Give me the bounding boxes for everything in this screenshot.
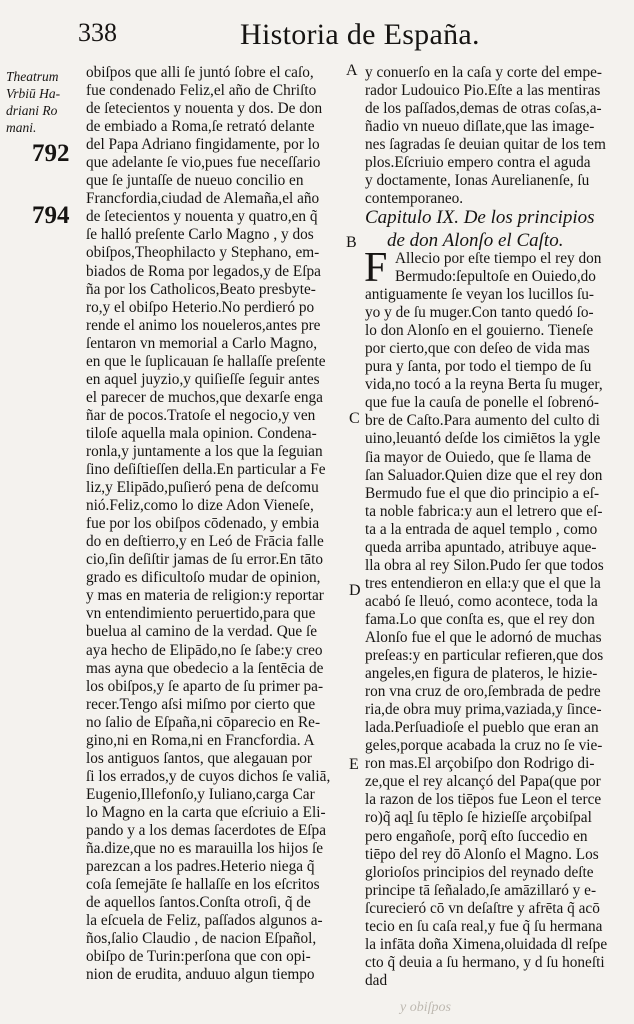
text-line: ſe halló preſente Carlo Magno , y dos bbox=[86, 226, 314, 244]
text-line: los obiſpos,y ſe aparto de ſu primer pa- bbox=[86, 677, 324, 695]
text-line: no ſalio de Eſpaña,ni cōparecio en Re- bbox=[86, 713, 321, 731]
text-line: tecio en ſu caſa real,y fue q̃ ſu hermana bbox=[365, 917, 603, 935]
text-line: fama.Lo que conſta es, que el rey don bbox=[365, 610, 595, 628]
text-line: ña.dize,que no es marauilla los hijos ſe bbox=[86, 840, 324, 858]
text-line: parezcan a los padres.Heterio niega q̃ bbox=[86, 858, 315, 876]
text-line: de ſetecientos y nouenta y quatro,en q̃ bbox=[86, 208, 318, 226]
text-line: la eſcuela de Feliz, paſſados algunos a- bbox=[86, 912, 323, 930]
text-line: nes ſagradas ſe deuian quitar de los tem bbox=[365, 136, 606, 154]
text-line: ſentaron vn memorial a Carlo Magno, bbox=[86, 334, 318, 352]
chapter-title bbox=[365, 206, 615, 252]
text-line: rende el animo los noueleros,antes pre bbox=[86, 316, 321, 334]
text-line: ria,de obra muy prima,vaziada,y ſince- bbox=[365, 701, 602, 719]
text-line: obiſpos,Theophilacto y Stephano, em- bbox=[86, 244, 320, 262]
text-line: liz,y Elipādo,puſieró pena de deſcomu bbox=[86, 479, 319, 497]
text-line: pando y a los demas ſacerdotes de Eſpa bbox=[86, 821, 326, 839]
text-line: ſcurecieró cō vn deſaſtre y afrēta q̃ acō bbox=[365, 899, 600, 917]
text-line: glorioſos principios del reynado deſte bbox=[365, 863, 594, 881]
text-line: dad bbox=[365, 971, 388, 989]
dropcap: F bbox=[364, 245, 388, 291]
left-column-text bbox=[86, 64, 348, 984]
text-line: nion de erudita, anduuo algun tiempo bbox=[86, 966, 315, 984]
text-line: ñadio vn nueuo diſlate,que las image- bbox=[365, 118, 595, 136]
text-line: ro,y el obiſpo Heterio.No perdieró po bbox=[86, 298, 315, 316]
text-line: de ſetecientos y nouenta y dos. De don bbox=[86, 100, 323, 118]
text-line: geles,porque acabada la cruz no ſe vie- bbox=[365, 737, 603, 755]
text-line: Bermudo fue el que dio principio a eſ- bbox=[365, 484, 600, 502]
text-line: en que le ſuplicauan ſe hallaſſe preſente bbox=[86, 352, 326, 370]
text-line: ron vna cruz de oro,ſembrada de pedre bbox=[365, 683, 601, 701]
section-letter-a: A bbox=[346, 62, 358, 79]
section-letter-d: D bbox=[349, 582, 361, 599]
text-line: y doctamente, Ionas Aurelianenſe, ſu bbox=[365, 172, 590, 190]
text-line: ſino deſiſtieſſen della.En particular a Fe bbox=[86, 461, 326, 479]
margin-note-line: Theatrum bbox=[6, 69, 59, 84]
text-line: coſa ſemejāte ſe hallaſſe en los eſcritos bbox=[86, 876, 320, 894]
text-line: ñar de pocos.Tratoſe el negocio,y ven bbox=[86, 406, 316, 424]
text-line: y conuerſo en la caſa y corte del empe- bbox=[365, 64, 602, 81]
text-line: recer.Tengo aſsi miſmo por cierto que bbox=[86, 695, 316, 713]
margin-note bbox=[6, 68, 82, 136]
text-line: Alonſo fue el que le adornó de muchas bbox=[365, 628, 602, 646]
text-line: pura y ſanta, por todo el tiempo de ſu bbox=[365, 358, 592, 376]
text-line: aya hecho de Elipādo,no ſe ſabe:y creo bbox=[86, 641, 323, 659]
text-line: yo y de ſu muger.Con tanto quedó ſo- bbox=[365, 304, 594, 322]
text-line: angeles,en figura de plateros, le hizie- bbox=[365, 665, 598, 683]
text-line: plos.Eſcriuio empero contra el aguda bbox=[365, 154, 591, 172]
section-letter-c: C bbox=[349, 410, 360, 427]
right-column-text-body bbox=[364, 245, 612, 990]
text-line: principe tā ſeñalado,ſe amāzillaró y e- bbox=[365, 881, 597, 899]
text-line: el parecer de muchos,que dexarſe enga bbox=[86, 388, 323, 406]
text-line: bre de Caſto.Para aumento del culto di bbox=[365, 412, 600, 430]
text-line: nió.Feliz,como lo dize Adon Vieneſe, bbox=[86, 497, 314, 515]
chapter-title-line: Capitulo IX. De los principios bbox=[365, 207, 595, 228]
text-line: de los paſſados,demas de otras coſas,a- bbox=[365, 100, 602, 118]
margin-year-794: 794 bbox=[32, 202, 70, 229]
text-line: grado es dificultoſo mudar de opinion, bbox=[86, 569, 321, 587]
text-line: que fue la cauſa de ponelle el ſobrenó- bbox=[365, 394, 600, 412]
text-line: ſia mayor de Ouiedo, que ſe llama de bbox=[365, 448, 591, 466]
text-line: vida,no tocó a la reyna Berta ſu muger, bbox=[365, 376, 603, 394]
text-line: buelua al camino de la verdad. Que ſe bbox=[86, 623, 318, 641]
text-line: antiguamente ſe veyan los lucillos ſu- bbox=[365, 286, 594, 304]
text-line: ze,que el rey alcançó del Papa(que por bbox=[365, 773, 601, 791]
text-line: cto q̃ deuia a ſu hermano, y d ſu honeſti bbox=[365, 953, 605, 971]
text-line: Eugenio,Illefonſo,y Iuliano,carga Car bbox=[86, 785, 315, 803]
margin-note-line: mani. bbox=[6, 120, 37, 135]
text-line: de aquellos ſantos.Conſta otroſi, q̃ de bbox=[86, 894, 311, 912]
text-line: fue por los obiſpos cōdenado, y embia bbox=[86, 515, 320, 533]
text-line: ña por los Catholicos,Beato presbyte- bbox=[86, 280, 316, 298]
text-line: biados de Roma por legados,y de Eſpa bbox=[86, 262, 321, 280]
text-line: vn entendimiento peruertido,para que bbox=[86, 605, 316, 623]
text-line: fue condenado Feliz,el año de Chriſto bbox=[86, 82, 317, 100]
running-head: Historia de España. bbox=[240, 18, 480, 51]
section-letter-b: B bbox=[346, 234, 357, 251]
text-line: ños,ſalio Claudio , de nacion Eſpañol, bbox=[86, 930, 317, 948]
text-line: lada.Perſuadioſe el pueblo que eran an bbox=[365, 719, 599, 737]
text-line: tiēpo del rey dō Alonſo el Magno. Los bbox=[365, 845, 599, 863]
text-line: obiſpo de Turin:perſona que con opi- bbox=[86, 948, 311, 966]
text-line: cio,ſin deſiſtir jamas de ſu error.En tāto bbox=[86, 551, 324, 569]
text-line: en aquel juyzio,y quiſieſſe ſeguir antes bbox=[86, 370, 320, 388]
text-line: obiſpos que alli ſe juntó ſobre el caſo, bbox=[86, 64, 314, 81]
page-number: 338 bbox=[78, 18, 117, 47]
text-line: ſi los errados,y de cuyos dichos ſe valiā, bbox=[86, 767, 331, 785]
text-line: ta noble fabrica:y aun el letrero que eſ- bbox=[365, 502, 603, 520]
text-line: los antiguos ſantos, que alegauan por bbox=[86, 749, 313, 767]
text-line: uino,leuantó deſde los cimiētos la ygle bbox=[365, 430, 601, 448]
text-line: que adelante ſe vio,pues fue neceſſario bbox=[86, 154, 321, 172]
text-line: Allecio por eſte tiempo el rey don bbox=[395, 250, 602, 267]
text-line: que ſe juntaſſe de nueuo concilio en bbox=[86, 172, 304, 190]
text-line: do en deſtierro,y en Leó de Frācia falle bbox=[86, 533, 324, 551]
text-line: ta a la entrada de aquel templo , como bbox=[365, 520, 598, 538]
text-line: contemporaneo. bbox=[365, 190, 464, 208]
text-line: la razon de los tiēpos fue Leon el terce bbox=[365, 791, 602, 809]
text-line: de embiado a Roma,ſe retrató delante bbox=[86, 118, 315, 136]
margin-year-792: 792 bbox=[32, 140, 70, 167]
text-line: ro)q̃ aqḻ ſu tēplo ſe hizieſſe arçobiſpal bbox=[365, 809, 592, 827]
text-line: lla obra al rey Silon.Pudo ſer que todos bbox=[365, 556, 604, 574]
text-line: lo Magno en la carta que eſcriuio a Eli- bbox=[86, 803, 326, 821]
text-line: preſeas:y en particular refieren,que dos bbox=[365, 647, 604, 665]
text-line: queda arriba apuntado, atribuye aque- bbox=[365, 538, 597, 556]
text-line: ron mas.El arçobiſpo don Rodrigo di- bbox=[365, 755, 595, 773]
text-line: por cierto,que con deſeo de vida mas bbox=[365, 340, 590, 358]
text-line: Bermudo:ſepultoſe en Ouiedo,do bbox=[395, 268, 596, 286]
text-line: ronla,y juntamente a los que la ſeguian bbox=[86, 442, 323, 460]
text-line: y mas en materia de religion:y reportar bbox=[86, 587, 324, 605]
text-line: tiloſe aquella mala opinion. Condena- bbox=[86, 424, 317, 442]
section-letter-e: E bbox=[349, 756, 359, 773]
right-column-text-top bbox=[365, 64, 612, 208]
margin-note-line: Vrbiū Ha- bbox=[6, 86, 61, 101]
text-line: ſan Saluador.Quien dize que el rey don bbox=[365, 466, 603, 484]
bleed-through-text: y obiſpos bbox=[400, 1000, 451, 1015]
text-line: tres entendieron en ella:y que el que la bbox=[365, 574, 601, 592]
text-line: mas ayna que obedecio a la ſentēcia de bbox=[86, 659, 324, 677]
margin-note-line: driani Ro bbox=[6, 103, 58, 118]
text-line: la infāta doña Ximena,oluidada dl reſpe bbox=[365, 935, 608, 953]
text-line: acabó ſe lleuó, como acontece, toda la bbox=[365, 592, 598, 610]
chapter-title-line: de don Alonſo el Caſto. bbox=[387, 230, 564, 251]
text-line: gino,ni en Roma,ni en Francfordia. A bbox=[86, 731, 315, 749]
text-line: lo don Alonſo en el gouierno. Tieneſe bbox=[365, 322, 594, 340]
text-line: rador Ludouico Pio.Eſte a las mentiras bbox=[365, 82, 601, 100]
text-line: Francfordia,ciudad de Alemaña,el año bbox=[86, 190, 320, 208]
text-line: del Papa Adriano fingidamente, por lo bbox=[86, 136, 320, 154]
text-line: pero engañoſe, porq̃ eſto ſuccedio en bbox=[365, 827, 588, 845]
